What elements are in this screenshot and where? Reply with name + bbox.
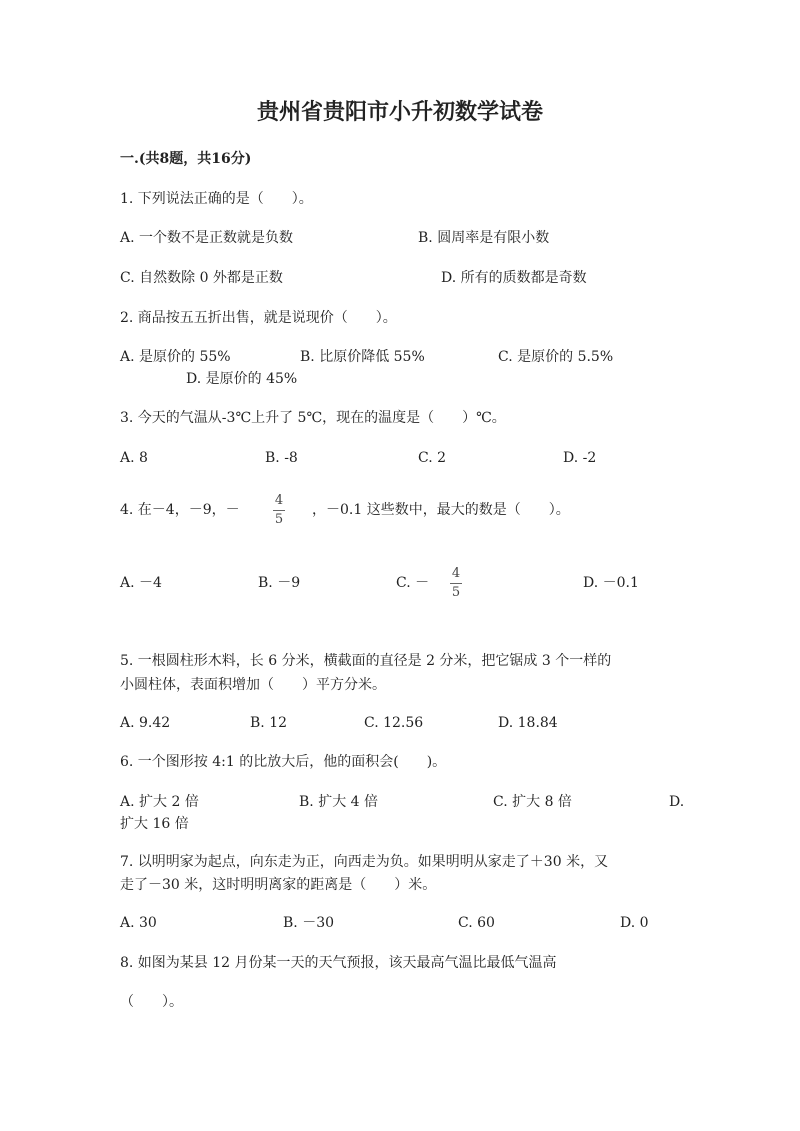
option-d-label: D. (669, 794, 685, 810)
option-c: C. 12.56 (364, 715, 424, 731)
option-a: A. －4 (120, 575, 162, 591)
question-stem: 3. 今天的气温从-3℃上升了 5℃，现在的温度是（ ）℃。 (120, 410, 506, 426)
option-b: B. 圆周率是有限小数 (418, 230, 550, 246)
question-stem-line-1: 5. 一根圆柱形木料，长 6 分米，横截面的直径是 2 分米，把它锯成 3 个一样的 (120, 653, 612, 669)
option-c: C. 扩大 8 倍 (493, 794, 572, 810)
section-heading: 一.(共8题，共16分) (120, 151, 252, 167)
option-d: D. 所有的质数都是奇数 (441, 270, 587, 286)
question-stem: 6. 一个图形按 4:1 的比放大后，他的面积会( )。 (120, 754, 447, 770)
option-c: C. 60 (458, 915, 495, 931)
page-title: 贵州省贵阳市小升初数学试卷 (256, 99, 543, 125)
option-d: D. 是原价的 45% (186, 371, 298, 387)
option-c: C. 自然数除 0 外都是正数 (120, 270, 283, 286)
option-d: D. －0.1 (583, 575, 639, 591)
option-b: B. 扩大 4 倍 (299, 794, 378, 810)
option-d: D. 18.84 (498, 715, 558, 731)
option-b: B. －9 (258, 575, 301, 591)
question-stem-line-1: 7. 以明明家为起点，向东走为正，向西走为负。如果明明从家走了＋30 米，又 (120, 854, 609, 870)
option-a: A. 8 (120, 450, 148, 466)
option-c: C. － (396, 575, 430, 591)
option-d: D. 0 (620, 915, 649, 931)
question-stem-line-1: 8. 如图为某县 12 月份某一天的天气预报，该天最高气温比最低气温高 (120, 955, 557, 971)
option-c: C. 是原价的 5.5% (498, 349, 614, 365)
option-a: A. 一个数不是正数就是负数 (120, 230, 294, 246)
question-stem: 2. 商品按五五折出售，就是说现价（ ）。 (120, 310, 397, 326)
fraction (273, 494, 285, 527)
option-a: A. 扩大 2 倍 (120, 794, 199, 810)
fraction-numerator: 4 (274, 493, 284, 508)
option-a: A. 30 (120, 915, 157, 931)
fraction-denominator: 5 (274, 512, 284, 527)
question-stem: 1. 下列说法正确的是（ ）。 (120, 191, 313, 207)
option-d: D. -2 (563, 450, 597, 466)
option-b: B. －30 (283, 915, 335, 931)
question-stem-line-2: （ ）。 (120, 994, 183, 1010)
option-b: B. 比原价降低 55% (300, 349, 425, 365)
option-a: A. 9.42 (120, 715, 171, 731)
option-b: B. -8 (265, 450, 298, 466)
fraction-denominator: 5 (451, 585, 461, 600)
question-stem-end: ，－0.1 这些数中，最大的数是（ ）。 (312, 502, 570, 518)
option-c: C. 2 (418, 450, 447, 466)
fraction-numerator: 4 (451, 566, 461, 581)
question-stem-line-2: 走了－30 米，这时明明离家的距离是（ ）米。 (120, 877, 437, 893)
option-a: A. 是原价的 55% (120, 349, 231, 365)
question-stem-line-2: 小圆柱体，表面积增加（ ）平方分米。 (120, 677, 386, 693)
fraction-bar (273, 510, 285, 511)
fraction (450, 567, 462, 600)
question-stem-start: 4. 在－4，－9，－ (120, 502, 240, 518)
option-d-text: 扩大 16 倍 (120, 816, 189, 832)
option-b: B. 12 (250, 715, 288, 731)
fraction-bar (450, 583, 462, 584)
